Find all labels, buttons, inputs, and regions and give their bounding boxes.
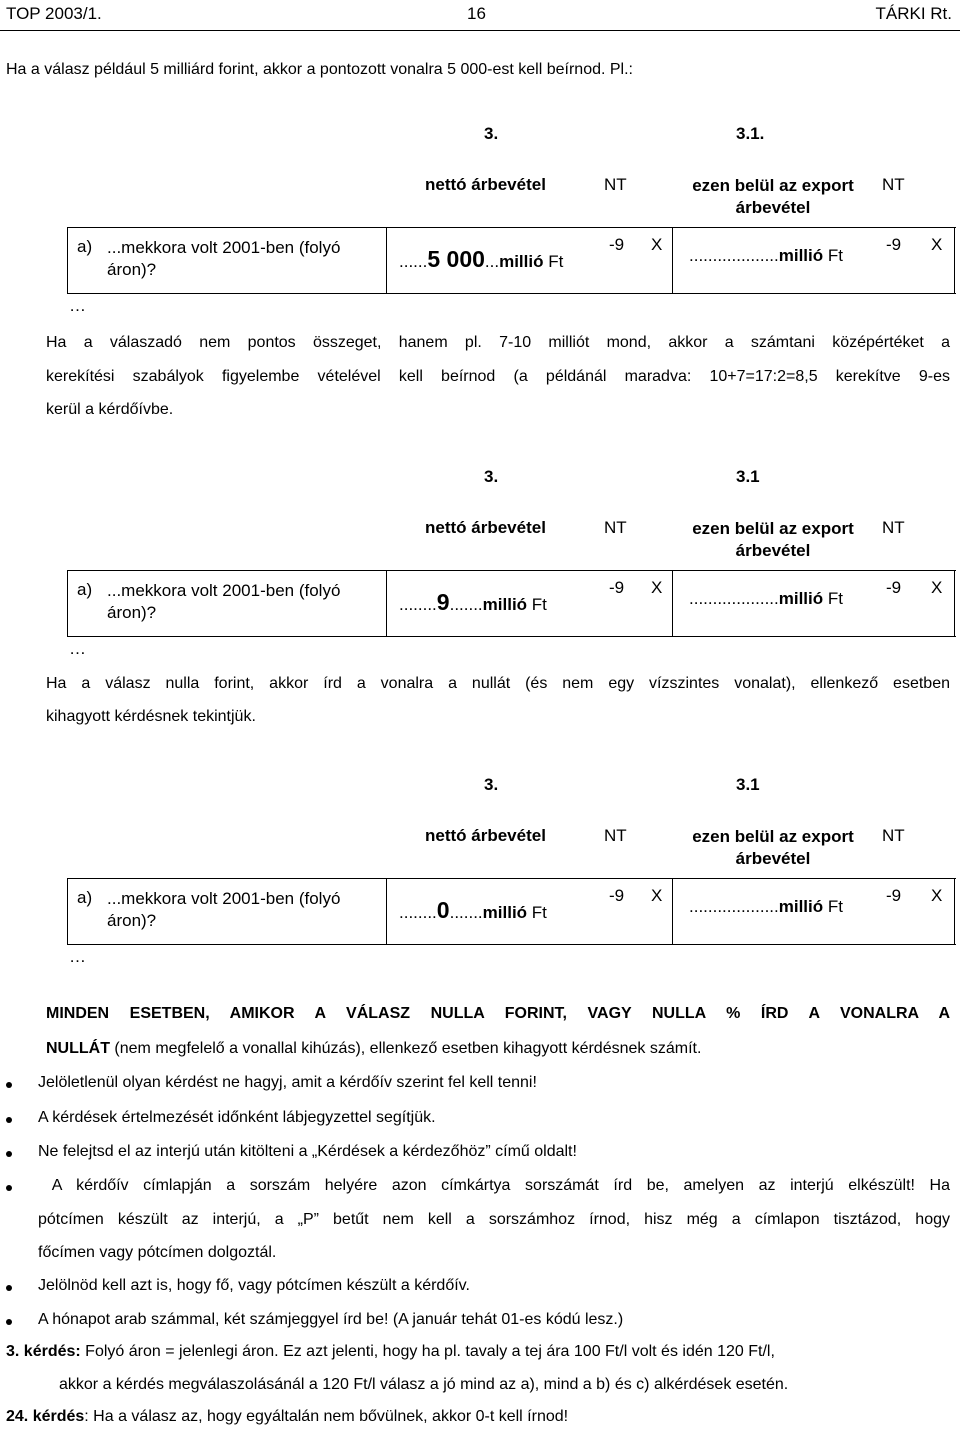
row-question-line2: áron)? xyxy=(107,260,157,279)
col2-header xyxy=(673,175,873,219)
answer-field-2 xyxy=(689,589,843,609)
table-divider-1 xyxy=(386,570,387,637)
answer-prefix: ........ xyxy=(399,595,437,614)
caps-notice-line2 xyxy=(46,1039,701,1059)
column-number-3: 3. xyxy=(484,775,499,794)
para3-line2: kihagyott kérdésnek tekintjük. xyxy=(46,708,256,725)
row-label: a) xyxy=(77,888,93,907)
nt1-header: NT xyxy=(604,175,627,194)
code-x-2: X xyxy=(931,886,943,905)
example-table-1 xyxy=(67,122,956,315)
nt1-header: NT xyxy=(604,518,627,537)
bullet-line: Jelölnöd kell azt is, hogy fő, vagy pótcímen készült a kérdőív. xyxy=(38,1277,470,1294)
table-divider-2 xyxy=(672,227,673,294)
col2-header xyxy=(673,518,873,562)
bullet-dot xyxy=(6,1117,12,1123)
note-24-label: 24. kérdés xyxy=(6,1408,85,1425)
answer-field-1 xyxy=(399,897,547,924)
table-top-rule xyxy=(67,570,956,571)
answer-value: 5 000 xyxy=(427,246,485,272)
table-right-border xyxy=(954,878,955,945)
table-left-border xyxy=(67,227,68,294)
col2-header-line2: árbevétel xyxy=(735,541,811,560)
nt2-header: NT xyxy=(882,175,905,194)
code-minus-9-2: -9 xyxy=(886,578,902,597)
col2-header-line1: ezen belül az export xyxy=(692,827,854,846)
answer-suffix: ....... xyxy=(449,903,483,922)
answer-unit: Ft xyxy=(548,252,564,271)
code-minus-9-1: -9 xyxy=(609,235,625,254)
code-x-2: X xyxy=(931,235,943,254)
code-minus-9-2: -9 xyxy=(886,235,902,254)
answer-prefix: ...... xyxy=(399,252,428,271)
answer-unit-bold: millió xyxy=(482,595,528,614)
column-number-3-1: 3.1. xyxy=(736,124,765,143)
note-3-label: 3. kérdés: xyxy=(6,1343,81,1360)
answer2-unit: Ft xyxy=(827,246,843,265)
row-question xyxy=(107,888,340,932)
note-3-line1: Folyó áron = jelenlegi áron. Ez azt jelenti, hogy ha pl. tavaly a tej ára 100 Ft/l volt és idén 120 Ft/l, xyxy=(80,1343,775,1360)
col2-header-line2: árbevétel xyxy=(735,849,811,868)
table-divider-1 xyxy=(386,878,387,945)
table-bottom-rule xyxy=(67,636,956,637)
nt2-header: NT xyxy=(882,826,905,845)
column-number-3-1: 3.1 xyxy=(736,775,760,794)
answer2-dots: ................... xyxy=(689,246,779,265)
row-ellipsis: … xyxy=(69,639,86,658)
page-number: 16 xyxy=(467,4,486,23)
table-divider-1 xyxy=(386,227,387,294)
para2-line2: kerekítési szabályok figyelembe vételével kell beírnod (a példánál maradva: 10+7=17:2=8,5 kerekítve 9-es xyxy=(46,368,950,385)
answer2-unit: Ft xyxy=(827,897,843,916)
answer-unit: Ft xyxy=(531,903,547,922)
column-number-3: 3. xyxy=(484,124,499,143)
table-right-border xyxy=(954,570,955,637)
answer-suffix: ....... xyxy=(449,595,483,614)
row-question-line1: ...mekkora volt 2001-ben (folyó xyxy=(107,889,341,908)
table-left-border xyxy=(67,878,68,945)
col2-header-line1: ezen belül az export xyxy=(692,519,854,538)
code-x-1: X xyxy=(651,235,663,254)
nt1-header: NT xyxy=(604,826,627,845)
answer-value: 0 xyxy=(436,897,450,923)
example-table-3 xyxy=(67,773,956,966)
bullet-dot xyxy=(6,1185,12,1191)
answer-suffix: ... xyxy=(484,252,500,271)
row-question xyxy=(107,237,340,281)
answer2-dots: ................... xyxy=(689,897,779,916)
bullet-dot xyxy=(6,1151,12,1157)
bullet-dot xyxy=(6,1082,12,1088)
code-x-1: X xyxy=(651,886,663,905)
col2-header xyxy=(673,826,873,870)
column-number-3-1: 3.1 xyxy=(736,467,760,486)
answer-field-2 xyxy=(689,246,843,266)
bullet-line: főcímen vagy pótcímen dolgoztál. xyxy=(38,1244,277,1261)
row-label: a) xyxy=(77,237,93,256)
row-question-line2: áron)? xyxy=(107,911,157,930)
answer-unit-bold: millió xyxy=(482,903,528,922)
table-bottom-rule xyxy=(67,293,956,294)
code-x-1: X xyxy=(651,578,663,597)
table-right-border xyxy=(954,227,955,294)
col1-header: nettó árbevétel xyxy=(425,518,546,537)
bullet-line: pótcímen készült az interjú, a „P” betűt nem kell a sorszámhoz írnod, hisz még a címlapon tisztázod, hogy xyxy=(38,1211,950,1228)
answer2-unit-bold: millió xyxy=(778,897,824,916)
table-top-rule xyxy=(67,878,956,879)
para3-line1: Ha a válasz nulla forint, akkor írd a vonalra a nullát (és nem egy vízszintes vonalat), ellenkező esetben xyxy=(46,675,950,692)
table-bottom-rule xyxy=(67,944,956,945)
col2-header-line2: árbevétel xyxy=(735,198,811,217)
code-x-2: X xyxy=(931,578,943,597)
row-question-line1: ...mekkora volt 2001-ben (folyó xyxy=(107,581,341,600)
bullet-line: A kérdések értelmezését időnként lábjegyzettel segítjük. xyxy=(38,1109,436,1126)
code-minus-9-1: -9 xyxy=(609,886,625,905)
note-question-3 xyxy=(6,1342,775,1362)
example-table-2 xyxy=(67,465,956,658)
col2-header-line1: ezen belül az export xyxy=(692,176,854,195)
table-left-border xyxy=(67,570,68,637)
para2-line1: Ha a válaszadó nem pontos összeget, hanem pl. 7-10 milliót mond, akkor a számtani középértéket a xyxy=(46,334,950,351)
header-right: TÁRKI Rt. xyxy=(875,4,952,23)
row-question-line1: ...mekkora volt 2001-ben (folyó xyxy=(107,238,341,257)
table-top-rule xyxy=(67,227,956,228)
header-left: TOP 2003/1. xyxy=(6,4,102,23)
answer2-unit: Ft xyxy=(827,589,843,608)
bullet-line: Jelöletlenül olyan kérdést ne hagyj, amit a kérdőív szerint fel kell tenni! xyxy=(38,1074,537,1091)
row-ellipsis: … xyxy=(69,296,86,315)
answer2-dots: ................... xyxy=(689,589,779,608)
answer2-unit-bold: millió xyxy=(778,246,824,265)
col1-header: nettó árbevétel xyxy=(425,826,546,845)
bullet-dot xyxy=(6,1285,12,1291)
answer-unit: Ft xyxy=(531,595,547,614)
answer-field-1 xyxy=(399,589,547,616)
answer-prefix: ........ xyxy=(399,903,437,922)
bullet-line: Ne felejtsd el az interjú után kitölteni a „Kérdések a kérdezőhöz” című oldalt! xyxy=(38,1143,577,1160)
code-minus-9-1: -9 xyxy=(609,578,625,597)
row-question-line2: áron)? xyxy=(107,603,157,622)
table-divider-2 xyxy=(672,878,673,945)
answer-field-1 xyxy=(399,246,563,273)
para2-line3: kerül a kérdőívbe. xyxy=(46,401,174,418)
col1-header: nettó árbevétel xyxy=(425,175,546,194)
table-divider-2 xyxy=(672,570,673,637)
row-label: a) xyxy=(77,580,93,599)
note-24-text: : Ha a válasz az, hogy egyáltalán nem bővülnek, akkor 0-t kell írnod! xyxy=(84,1408,569,1425)
answer-unit-bold: millió xyxy=(499,252,544,271)
caps-notice-line1: MINDEN ESETBEN, AMIKOR A VÁLASZ NULLA FORINT, VAGY NULLA % ÍRD A VONALRA A xyxy=(46,1005,950,1022)
row-question xyxy=(107,580,340,624)
answer-field-2 xyxy=(689,897,843,917)
bullet-line: A hónapot arab számmal, két számjeggyel írd be! (A január tehát 01-es kódú lesz.) xyxy=(38,1311,624,1328)
column-number-3: 3. xyxy=(484,467,499,486)
answer2-unit-bold: millió xyxy=(778,589,824,608)
note-question-24 xyxy=(6,1407,568,1427)
answer-value: 9 xyxy=(436,589,450,615)
caps-notice-rest: (nem megfelelő a vonallal kihúzás), ellenkező esetben kihagyott kérdésnek számít. xyxy=(109,1040,702,1057)
bullet-dot xyxy=(6,1319,12,1325)
code-minus-9-2: -9 xyxy=(886,886,902,905)
bullet-line: A kérdőív címlapján a sorszám helyére azon címkártya sorszámát írd be, amelyen az interjú elkészült! Ha xyxy=(38,1177,950,1194)
caps-notice-bold: NULLÁT xyxy=(46,1040,110,1057)
intro-text: Ha a válasz például 5 milliárd forint, akkor a pontozott vonalra 5 000-est kell beírnod. Pl.: xyxy=(6,61,633,78)
nt2-header: NT xyxy=(882,518,905,537)
note-3-line2: akkor a kérdés megválaszolásánál a 120 Ft/l válasz a jó mind az a), mind a b) és c) alkérdések esetén. xyxy=(59,1376,789,1393)
header-rule xyxy=(0,30,960,31)
row-ellipsis: … xyxy=(69,947,86,966)
